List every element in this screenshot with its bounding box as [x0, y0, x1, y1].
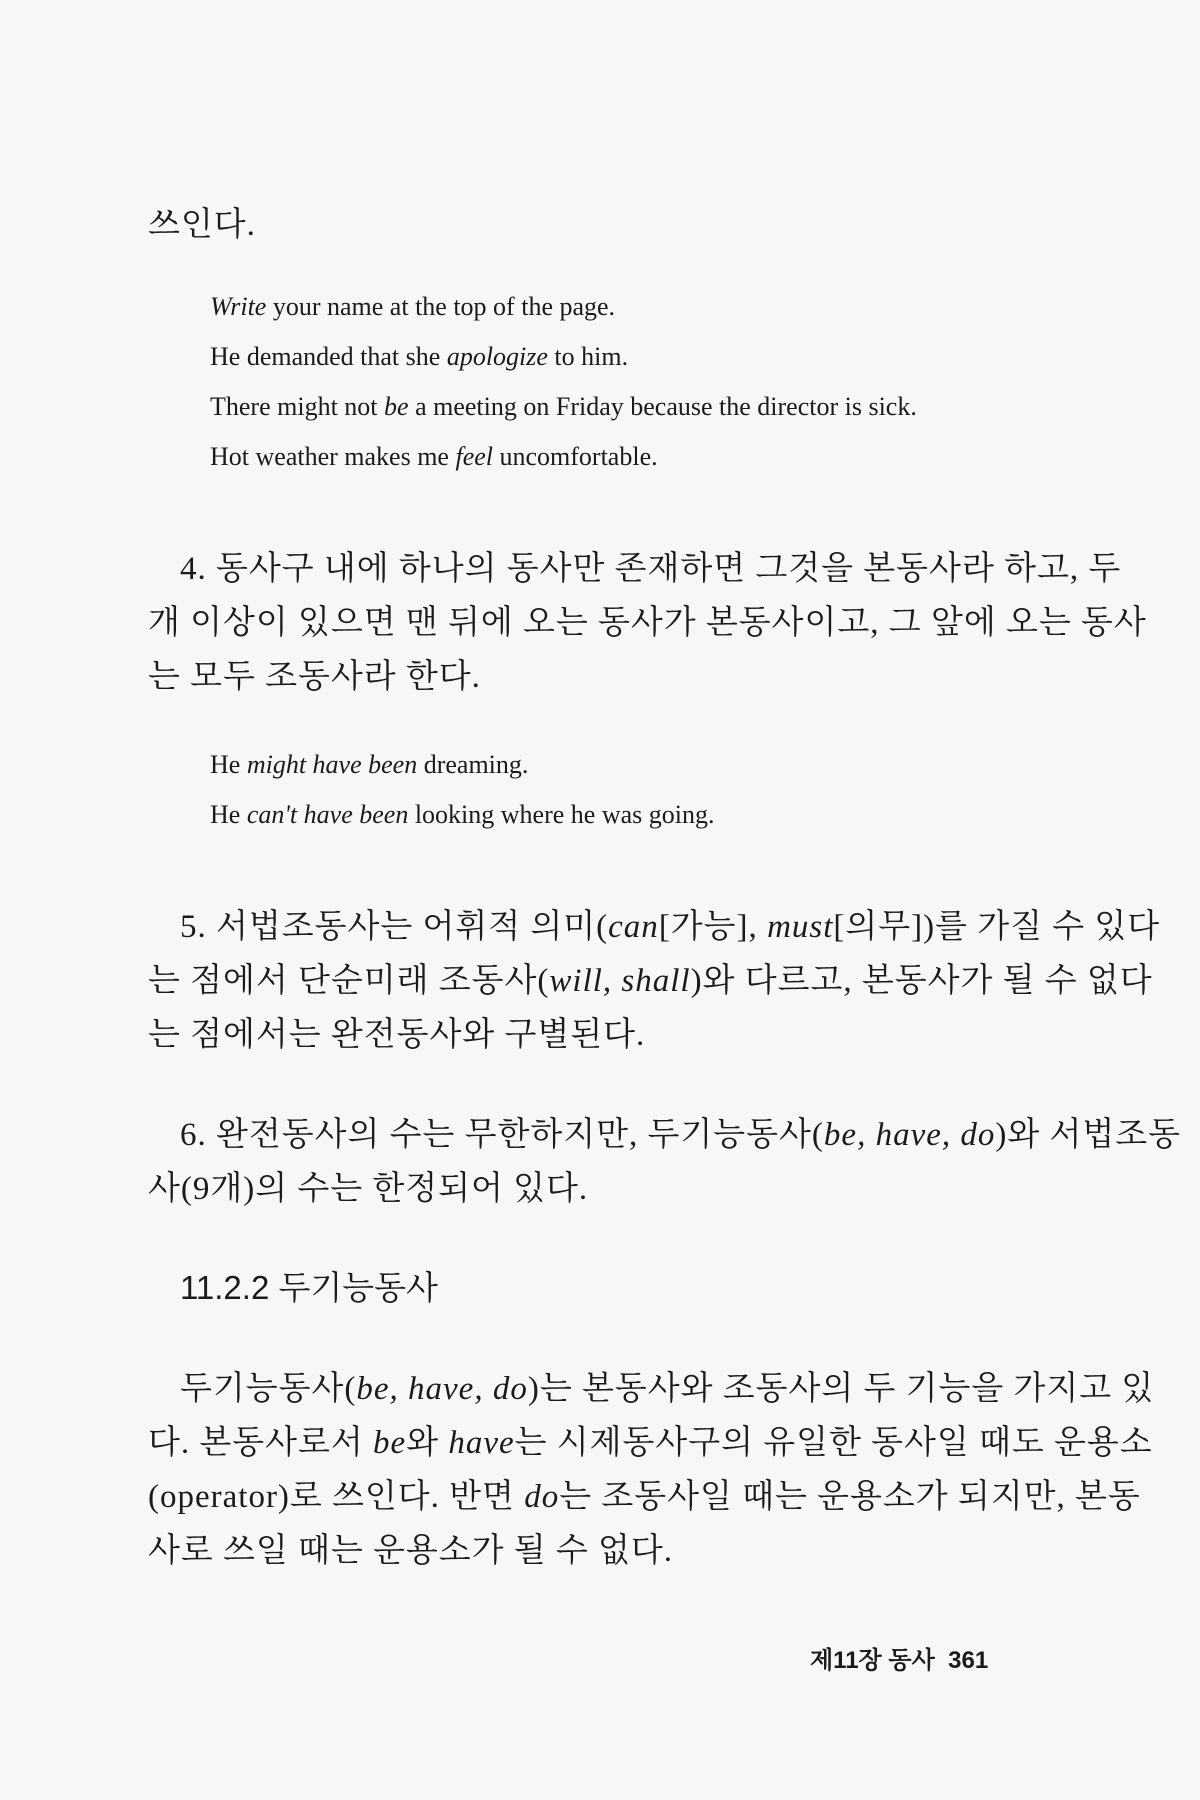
- emphasized-word: have: [448, 1425, 515, 1461]
- emphasized-phrase: can't have been: [246, 800, 409, 829]
- chapter-label: 제11장 동사: [810, 1647, 935, 1674]
- emphasized-word: feel: [455, 442, 493, 471]
- section-number: 11.2.2: [180, 1269, 270, 1306]
- example-sentence: He demanded that she apologize to him.: [210, 342, 629, 371]
- page-footer: [810, 1640, 988, 1675]
- section-heading: [180, 1262, 438, 1309]
- example-sentence: Write your name at the top of the page.: [210, 292, 616, 321]
- example-sentence: He can't have been looking where he was going.: [210, 800, 715, 829]
- paragraph-line: (operator)로 쓰인다. 반면 do는 조동사일 때는 운용소가 되지만, 본동: [148, 1479, 1141, 1515]
- paragraph-line: 는 점에서는 완전동사와 구별된다.: [148, 1017, 646, 1053]
- emphasized-phrase: might have been: [246, 750, 418, 779]
- continuation-text: 쓰인다.: [148, 207, 256, 243]
- emphasized-word: will, shall: [549, 963, 691, 999]
- paragraph-line: 5. 서법조동사는 어휘적 의미(can[가능], must[의무])를 가질 수 있다: [180, 909, 1161, 945]
- paragraph-line: 다. 본동사로서 be와 have는 시제동사구의 유일한 동사일 때도 운용소: [148, 1425, 1153, 1461]
- paragraph-line: 개 이상이 있으면 맨 뒤에 오는 동사가 본동사이고, 그 앞에 오는 동사: [148, 605, 1147, 641]
- paragraph-line: 는 점에서 단순미래 조동사(will, shall)와 다르고, 본동사가 될 수 없다: [148, 963, 1153, 999]
- paragraph-line: 사(9개)의 수는 한정되어 있다.: [148, 1171, 589, 1207]
- emphasized-word: be, have, do: [823, 1117, 996, 1153]
- emphasized-word: Write: [210, 292, 267, 321]
- emphasized-word: can: [608, 909, 659, 945]
- paragraph-line: 두기능동사(be, have, do)는 본동사와 조동사의 두 기능을 가지고 있: [180, 1371, 1155, 1407]
- emphasized-word: apologize: [446, 342, 548, 371]
- example-sentence: There might not be a meeting on Friday because the director is sick.: [210, 392, 917, 421]
- example-sentence: Hot weather makes me feel uncomfortable.: [210, 442, 658, 471]
- paragraph-line: 6. 완전동사의 수는 무한하지만, 두기능동사(be, have, do)와 서법조동: [180, 1117, 1182, 1153]
- emphasized-word: be, have, do: [356, 1371, 528, 1407]
- emphasized-word: be: [384, 392, 409, 421]
- page-number: 361: [948, 1647, 989, 1674]
- emphasized-word: must: [767, 909, 834, 945]
- emphasized-word: do: [524, 1479, 560, 1515]
- example-sentence: He might have been dreaming.: [210, 750, 529, 779]
- paragraph-line: 는 모두 조동사라 한다.: [148, 659, 481, 695]
- paragraph-line: 사로 쓰일 때는 운용소가 될 수 없다.: [148, 1533, 674, 1569]
- emphasized-word: be: [373, 1425, 407, 1461]
- paragraph-line: 4. 동사구 내에 하나의 동사만 존재하면 그것을 본동사라 하고, 두: [180, 551, 1122, 587]
- section-title: 두기능동사: [278, 1269, 438, 1306]
